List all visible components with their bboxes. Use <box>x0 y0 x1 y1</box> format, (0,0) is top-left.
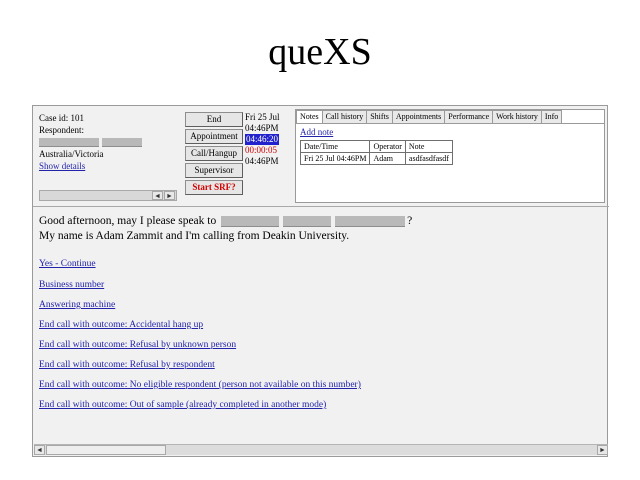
respondent-label: Respondent: <box>39 125 84 135</box>
redaction-bar <box>283 216 331 227</box>
current-date: Fri 25 Jul <box>245 112 280 122</box>
column-header-operator: Operator <box>370 141 405 153</box>
supervisor-button[interactable]: Supervisor <box>185 163 243 178</box>
answer-business-number[interactable]: Business number <box>39 280 105 290</box>
table-row <box>301 153 453 165</box>
answer-yes-continue[interactable]: Yes - Continue <box>39 259 96 269</box>
redaction-bar <box>221 216 279 227</box>
tab-strip <box>296 110 604 124</box>
current-time: 04:46PM <box>245 123 279 133</box>
case-panel-scrollbar[interactable] <box>39 190 177 201</box>
notes-table <box>300 140 453 165</box>
redaction-bar <box>335 216 405 227</box>
panel-divider <box>33 206 609 207</box>
start-srf-button[interactable]: Start SRF? <box>185 180 243 195</box>
answer-out-of-sample[interactable]: End call with outcome: Out of sample (already completed in another mode) <box>39 400 327 410</box>
call-timer: 00:00:05 <box>245 145 278 155</box>
notes-panel <box>295 109 605 203</box>
table-header-row <box>301 141 453 153</box>
notes-body <box>296 124 604 168</box>
tab-call-history[interactable]: Call history <box>322 110 368 123</box>
tab-appointments[interactable]: Appointments <box>392 110 445 123</box>
scroll-left-icon[interactable]: ◄ <box>152 191 163 200</box>
tab-info[interactable]: Info <box>541 110 562 123</box>
case-location: Australia/Victoria <box>39 149 104 159</box>
respondent-value-redacted <box>39 136 154 148</box>
cell-operator: Adam <box>370 153 405 165</box>
script-line-1-prefix: Good afternoon, may I please speak to <box>39 215 220 227</box>
shift-timer: 04:46:20 <box>246 134 279 144</box>
call-hangup-button[interactable]: Call/Hangup <box>185 146 243 161</box>
question-script <box>39 214 599 244</box>
appointment-button[interactable]: Appointment <box>185 129 243 144</box>
script-line-1-suffix: ? <box>407 215 413 227</box>
answer-options <box>39 258 599 419</box>
secondary-time: 04:46PM <box>245 156 279 166</box>
time-panel <box>245 112 293 167</box>
horizontal-scrollbar[interactable] <box>34 444 608 455</box>
answer-answering-machine[interactable]: Answering machine <box>39 300 116 310</box>
tab-shifts[interactable]: Shifts <box>366 110 393 123</box>
case-id-label: Case id: 101 <box>39 113 84 123</box>
redaction-bar <box>102 138 142 147</box>
show-details-link[interactable]: Show details <box>39 161 86 171</box>
add-note-link[interactable]: Add note <box>300 127 334 137</box>
cell-datetime: Fri 25 Jul 04:46PM <box>301 153 370 165</box>
page-title: queXS <box>268 31 372 73</box>
scrollbar-thumb[interactable] <box>46 445 166 455</box>
call-action-buttons <box>185 112 243 197</box>
script-line-2: My name is Adam Zammit and I'm calling from Deakin University. <box>39 230 350 242</box>
answer-accidental-hangup[interactable]: End call with outcome: Accidental hang up <box>39 320 204 330</box>
tab-performance[interactable]: Performance <box>444 110 493 123</box>
answer-refusal-unknown-person[interactable]: End call with outcome: Refusal by unknown person <box>39 340 237 350</box>
column-header-note: Note <box>405 141 452 153</box>
top-panel <box>33 106 609 206</box>
scroll-right-icon[interactable]: ► <box>164 191 175 200</box>
scroll-right-icon[interactable]: ► <box>597 445 608 455</box>
redaction-bar <box>39 138 99 147</box>
column-header-datetime: Date/Time <box>301 141 370 153</box>
answer-refusal-by-respondent[interactable]: End call with outcome: Refusal by respondent <box>39 360 215 370</box>
script-line-1 <box>39 214 599 229</box>
quexs-application-screenshot <box>32 105 608 457</box>
cell-note: asdfasdfasdf <box>405 153 452 165</box>
scroll-left-icon[interactable]: ◄ <box>34 445 45 455</box>
tab-notes[interactable]: Notes <box>296 110 323 123</box>
case-info-panel <box>39 112 154 198</box>
tab-work-history[interactable]: Work history <box>492 110 542 123</box>
end-button[interactable]: End <box>185 112 243 127</box>
answer-no-eligible-respondent[interactable]: End call with outcome: No eligible respondent (person not available on this number) <box>39 380 361 390</box>
